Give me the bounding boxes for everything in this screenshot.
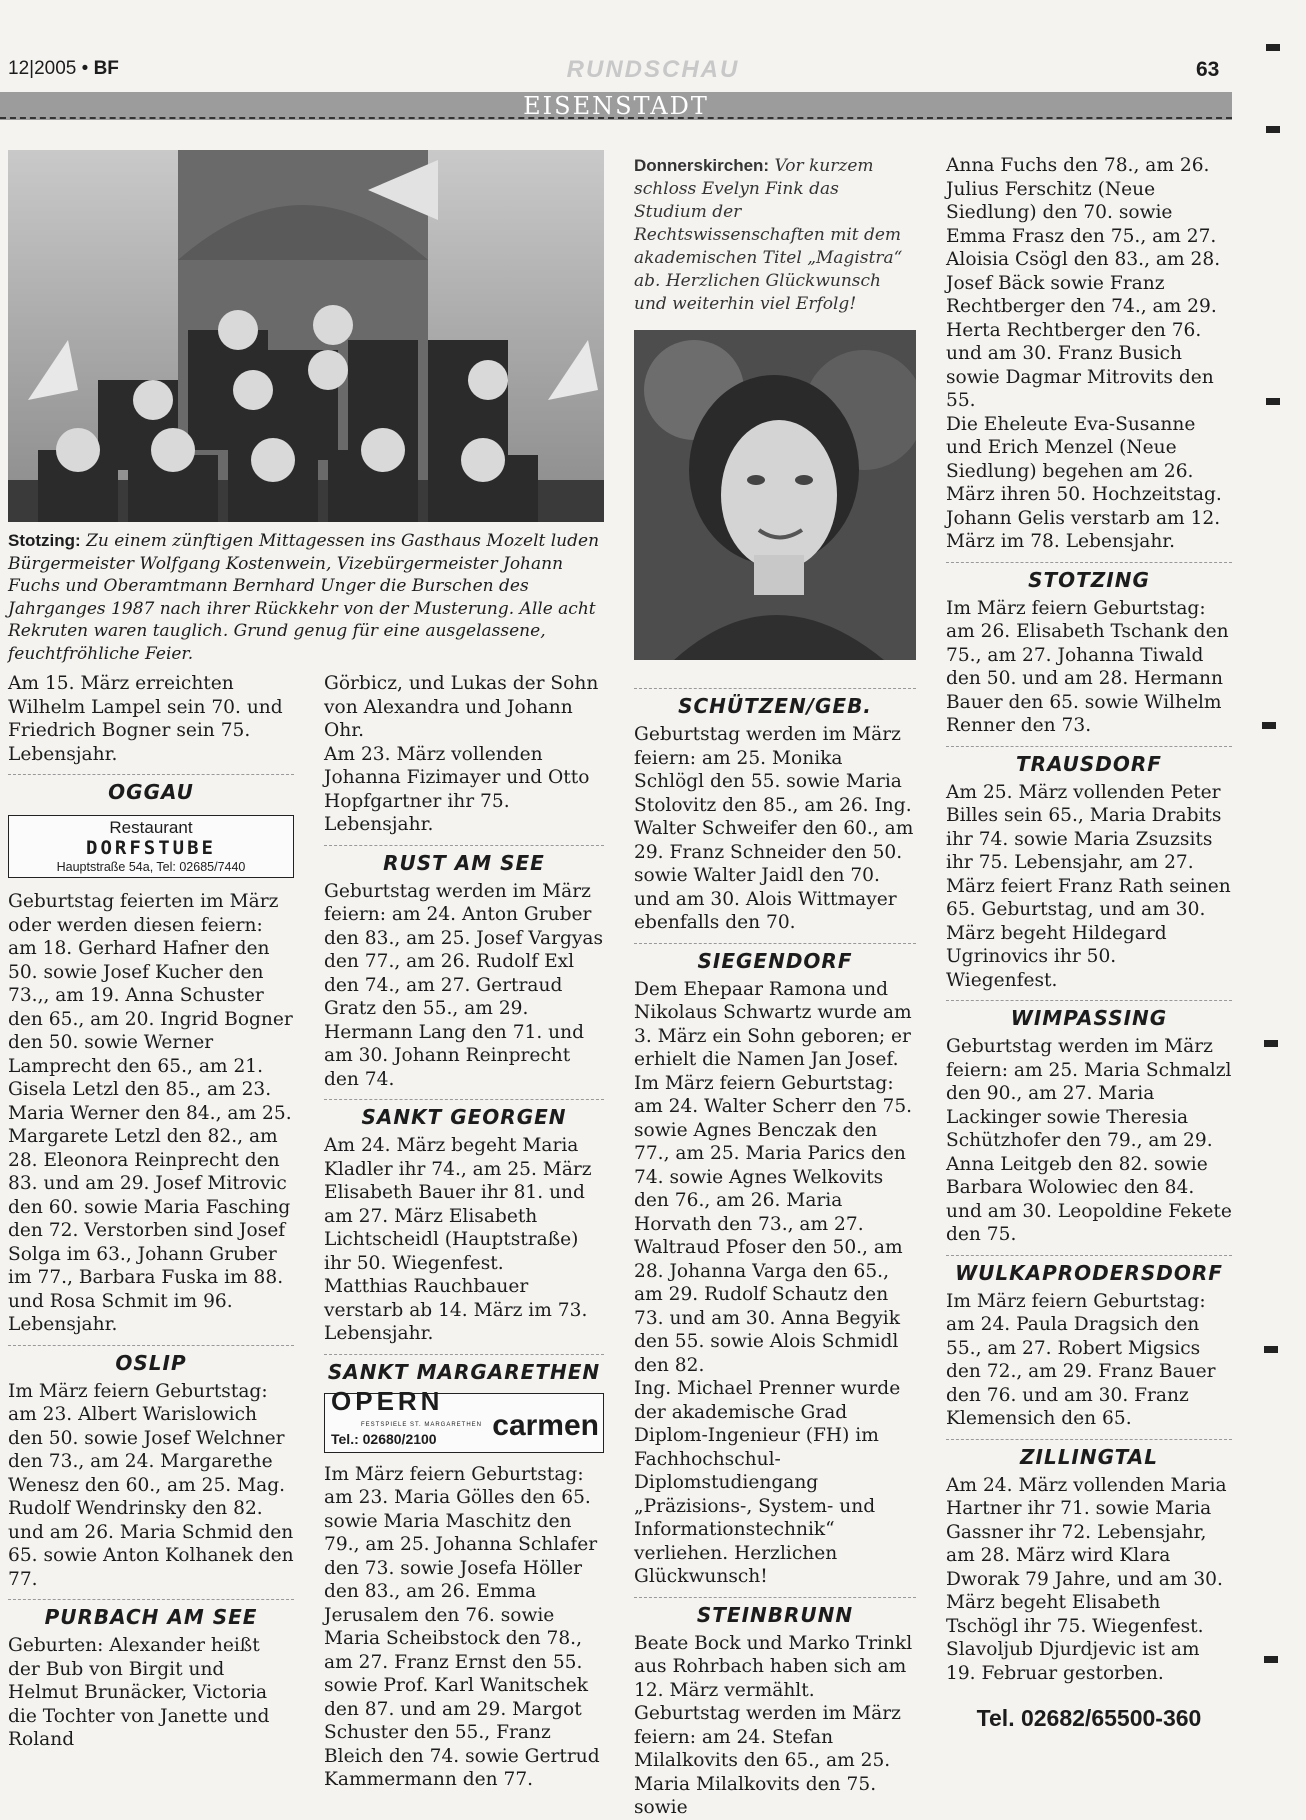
oggau-text: Geburtstag feierten im März oder werden diesen feiern: am 18. Gerhard Hafner den 50. sowie Josef Kucher den 73.,, am 19. Anna Schuster den 65., am 20. Ingrid Bogner den 50. sowie Werner Lamprecht den 65., am 21. Gisela Letzl den 85., am 23. Maria Werner den 84., am 25. Margarete Letzl den 82., am 28. Eleonora Reinprecht den 83. und am 29. Josef Mitrovic den 60. sowie Maria Fasching den 72. Verstorben sind Josef Solga im 63., Johann Gruber im 77., Barbara Fuska im 88. und Rosa Schmit im 96. Lebensjahr. [8, 891, 293, 1335]
section-heading-zillingtal: ZILLINGTAL [946, 1439, 1232, 1470]
scan-mark [1266, 126, 1280, 133]
section-heading-steinbrunn: STEINBRUNN [634, 1597, 916, 1628]
intro-text: Am 15. März erreichten Wilhelm Lampel sein 70. und Friedrich Bogner sein 75. Lebensjahr. [8, 673, 283, 765]
issue-number: 12|2005 [8, 58, 77, 79]
ad-opern-tel: Tel.: 02680/2100 [331, 1430, 437, 1447]
intro-text-2: Am 23. März vollenden Johanna Fizimayer und Otto Hopfgartner ihr 75. Lebensjahr. [324, 743, 590, 835]
photo-caption-stotzing [8, 530, 604, 665]
caption-place: Donnerskirchen: [634, 156, 770, 175]
caption-text: Vor kurzem schloss Evelyn Fink das Studium der Rechtswissenschaften mit dem akademischen Titel „Magistra“ ab. Herzlichen Glückwunsch und weiterhin viel Erfolg! [634, 156, 903, 314]
georgen-text-2: Matthias Rauchbauer verstarb ab 14. März im 73. Lebensjahr. [324, 1276, 588, 1344]
section-heading-sankt-georgen: SANKT GEORGEN [324, 1099, 604, 1130]
scan-mark [1264, 1346, 1278, 1353]
ad-opern-sub: FESTSPIELE ST. MARGARETHEN [361, 1421, 483, 1428]
page-number: 63 [1196, 58, 1220, 81]
siegendorf-text-3: Ing. Michael Prenner wurde der akademische Grad Diplom-Ingenieur (FH) im Fachhochschul-Diplomstudiengang „Präzisions-, System- und Informationstechnik“ verliehen. Herzlichen Glückwunsch! [634, 1378, 901, 1587]
section-heading-siegendorf: SIEGENDORF [634, 943, 916, 974]
siegendorf-text: Dem Ehepaar Ramona und Nikolaus Schwartz wurde am 3. März ein Sohn geboren; er erhielt die Namen Jan Josef. [634, 978, 912, 1070]
section-heading-wulkaprodersdorf: WULKAPRODERSDORF [946, 1255, 1232, 1286]
georgen-text: Am 24. März begeht Maria Kladler ihr 74., am 25. März Elisabeth Bauer ihr 81. und am 27. März Elisabeth Lichtscheidl (Hauptstraße) ihr 50. Wiegenfest. [324, 1135, 592, 1274]
intro-text-2: Die Eheleute Eva-Susanne und Erich Menzel (Neue Siedlung) begehen am 26. März ihren 50. Hochzeitstag. [946, 413, 1222, 505]
ad-opern-title: OPERN [331, 1385, 444, 1416]
portrait-image [634, 330, 916, 660]
section-title: RUNDSCHAU [566, 56, 740, 83]
caption-text: Zu einem zünftigen Mittagessen ins Gasthaus Mozelt luden Bürgermeister Wolfgang Kostenwein, Vizebürgermeister Johann Fuchs und Oberamtmann Bernhard Unger die Burschen des Jahrganges 1987 nach ihrer Rückkehr von der Musterung. Alle acht Rekruten waren tauglich. Grund genug für eine ausgelassene, feuchtfröhliche Feier. [8, 531, 600, 664]
scan-mark [1266, 44, 1280, 51]
steinbrunn-text-2: Geburtstag werden im März feiern: am 24. Stefan Milalkovits den 65., am 25. Maria Milalkovits den 75. sowie [634, 1703, 901, 1818]
trausdorf-text: Am 25. März vollenden Peter Billes sein 65., Maria Drabits ihr 74. sowie Maria Zsuzsits ihr 75. Lebensjahr, am 27. März feiert Franz Rath seinen 65. Geburtstag, und am 30. März begeht Hildegard Ugrinovics ihr 50. Wiegenfest. [946, 781, 1231, 991]
section-heading-purbach: PURBACH AM SEE [8, 1599, 294, 1630]
ad-line-3: Hauptstraße 54a, Tel: 02685/7440 [56, 860, 246, 874]
column-4 [946, 154, 1232, 1731]
caption-place: Stotzing: [8, 531, 81, 550]
schuetzen-text: Geburtstag werden im März feiern: am 25. Monika Schlögl den 55. sowie Maria Stolovitz den 85., am 26. Ing. Walter Schweifer den 60., am 29. Franz Schneider den 50. sowie Walter Jaidl den 70. und am 30. Alois Wittmayer ebenfalls den 70. [634, 724, 914, 933]
section-heading-sankt-margarethen: SANKT MARGARETHEN [324, 1354, 604, 1385]
contact-phone: Tel. 02682/65500-360 [976, 1705, 1202, 1731]
photo-caption-donnerskirchen [634, 154, 914, 316]
scan-mark [1262, 722, 1276, 729]
margarethen-text: Im März feiern Geburtstag: am 23. Maria Gölles den 65. sowie Maria Maschitz den 79., am 25. Johanna Schlafer den 73. sowie Josefa Höller den 83., am 26. Emma Jerusalem den 76. sowie Maria Scheibstock den 78., am 27. Franz Ernst den 55. sowie Prof. Karl Wanitschek den 87. und am 29. Margot Schuster den 55., Franz Bleich den 74. sowie Gertrud Kammermann den 77. [324, 1463, 600, 1790]
group-photo [8, 150, 604, 522]
intro-text: Anna Fuchs den 78., am 26. Julius Ferschitz (Neue Siedlung) den 70. sowie Emma Frasz den 75., am 27. Aloisia Csögl den 83., am 28. Josef Bäck sowie Franz Rechtberger den 74., am 29. Herta Rechtberger den 76. und am 30. Franz Busich sowie Dagmar Mitrovits den 55. [946, 155, 1221, 411]
ad-dorfstube [8, 815, 294, 878]
column-2 [324, 672, 604, 1792]
scan-mark [1264, 1656, 1278, 1663]
ad-line-2: DORFSTUBE [86, 837, 216, 859]
steinbrunn-text: Beate Bock und Marko Trinkl aus Rohrbach haben sich am 12. März vermählt. [634, 1632, 913, 1701]
header-divider [0, 117, 1232, 119]
section-heading-trausdorf: TRAUSDORF [946, 746, 1232, 777]
intro-text: Görbicz, und Lukas der Sohn von Alexandra und Johann Ohr. [324, 673, 599, 741]
region-title: EISENSTADT [523, 92, 709, 120]
section-heading-schuetzen: SCHÜTZEN/GEB. [634, 688, 916, 719]
section-heading-oslip: OSLIP [8, 1345, 294, 1376]
section-heading-wimpassing: WIMPASSING [946, 1000, 1232, 1031]
purbach-text: Geburten: Alexander heißt der Bub von Birgit und Helmut Brunäcker, Victoria die Tochter von Janette und Roland [8, 1635, 270, 1750]
header-bullet: • [81, 58, 89, 79]
section-heading-stotzing: STOTZING [946, 562, 1232, 593]
oslip-text: Im März feiern Geburtstag: am 23. Albert Warislowich den 50. sowie Josef Welchner den 73., am 24. Margarethe Wenesz den 60., am 25. Mag. Rudolf Wendrinsky den 82. und am 26. Maria Schmid den 65. sowie Anton Kolhanek den 77. [8, 1380, 294, 1590]
group-photo-image [8, 150, 604, 522]
zillingtal-text-2: Slavoljub Djurdjevic ist am 19. Februar gestorben. [946, 1639, 1200, 1684]
portrait-photo [634, 330, 916, 660]
section-heading-rust: RUST AM SEE [324, 845, 604, 876]
rust-text: Geburtstag werden im März feiern: am 24. Anton Gruber den 83., am 25. Josef Vargyas den 77., am 26. Rudolf Exl den 74., am 27. Gertraud Gratz den 55., am 29. Hermann Lang den 71. und am 30. Johann Reinprecht den 74. [324, 880, 604, 1090]
wulka-text: Im März feiern Geburtstag: am 24. Paula Dragsich den 55., am 27. Robert Migsics den 72., am 29. Franz Bauer den 76. und am 30. Franz Klemensich den 65. [946, 1290, 1216, 1429]
intro-text-3: Johann Gelis verstarb am 12. März im 78. Lebensjahr. [946, 507, 1221, 552]
section-heading-oggau: OGGAU [8, 774, 294, 805]
wimpassing-text: Geburtstag werden im März feiern: am 25. Maria Schmalzl den 90., am 27. Maria Lackinger sowie Theresia Schützhofer den 79., am 29. Anna Leitgeb den 82. sowie Barbara Wolowiec den 84. und am 30. Leopoldine Fekete den 75. [946, 1036, 1232, 1245]
scan-mark [1266, 398, 1280, 405]
ad-line-1: Restaurant [109, 818, 193, 837]
ad-opern-carmen: carmen [492, 1408, 599, 1442]
ad-opern [324, 1385, 604, 1453]
column-1 [8, 672, 294, 1752]
magazine-name: BF [93, 58, 119, 79]
scan-mark [1264, 1040, 1278, 1047]
column-3 [634, 680, 916, 1820]
siegendorf-text-2: Im März feiern Geburtstag: am 24. Walter Scherr den 75. sowie Agnes Benczak den 77., am 25. Maria Parics den 74. sowie Agnes Welkovits den 76., am 26. Maria Horvath den 73., am 27. Waltraud Pfoser den 50., am 28. Johanna Varga den 65., am 29. Rudolf Schautz den 73. und am 30. Anna Begyik den 55. sowie Alois Schmidl den 82. [634, 1072, 913, 1376]
zillingtal-text: Am 24. März vollenden Maria Hartner ihr 71. sowie Maria Gassner ihr 72. Lebensjahr, am 28. März wird Klara Dworak 79 Jahre, und am 30. März begeht Elisabeth Tschögl ihr 75. Wiegenfest. [946, 1474, 1227, 1637]
stotzing-text: Im März feiern Geburtstag: am 26. Elisabeth Tschank den 75., am 27. Johanna Tiwald den 50. und am 28. Hermann Bauer den 65. sowie Wilhelm Renner den 73. [946, 597, 1229, 736]
